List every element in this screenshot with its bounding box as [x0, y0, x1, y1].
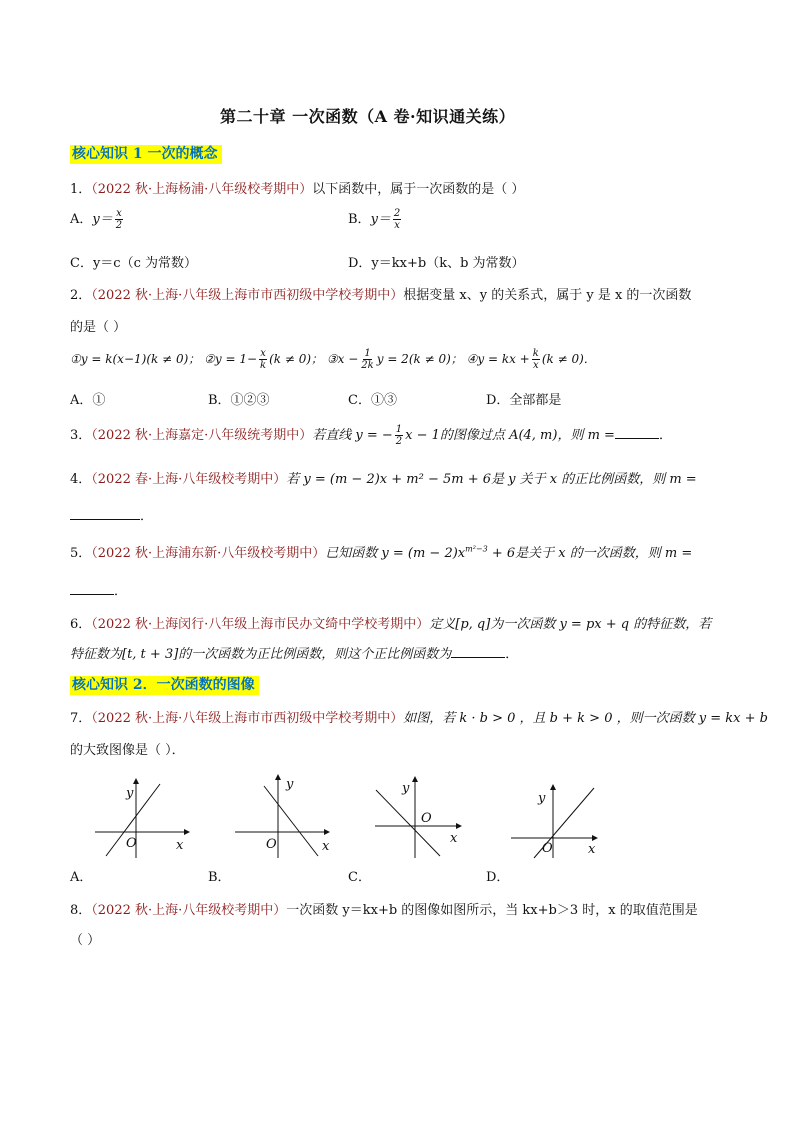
q3-num: 1 [395, 424, 403, 435]
q2-formula-3-tail: y = 2(k ≠ 0)； [376, 352, 463, 366]
question-5 [70, 542, 692, 561]
q1-option-b-lhs: y＝ [370, 212, 391, 227]
y-axis-label: y [538, 791, 546, 806]
q7-graph-c [370, 770, 480, 860]
origin-label: O [542, 841, 553, 856]
q1-b-den: x [394, 220, 400, 231]
q5-text-tail: + 6是关于 x 的一次函数，则 m = [487, 546, 693, 561]
q2-text: 根据变量 x、y 的关系式，属于 y 是 x 的一次函数 [403, 288, 692, 303]
q7-label-c: C． [348, 870, 371, 885]
page-title: 第二十章 一次函数（A 卷·知识通关练） [220, 107, 516, 126]
x-axis-arrow [324, 829, 330, 835]
origin-label: O [421, 811, 432, 826]
q7-text: 如图，若 k · b > 0 ，且 b + k > 0 ，则一次函数 y = kx + b [403, 711, 768, 726]
y-axis-arrow [550, 784, 556, 790]
q8-number: 8． [70, 903, 92, 918]
q1-option-b-fraction [393, 208, 401, 231]
q7-text-line-2: 的大致图像是（ ）． [70, 743, 185, 758]
q2-formula-2-fraction [259, 348, 267, 371]
q2-option-a: A．① [70, 393, 106, 408]
y-axis-label: y [286, 777, 294, 792]
q3-number: 3． [70, 428, 92, 443]
q2-formulas [70, 348, 596, 371]
q2-f3-den: 2k [361, 360, 374, 371]
section-heading-2-text: 核心知识 2．一次函数的图像 [70, 676, 259, 695]
q6-text-line-2: 特征数为[t, t + 3]的一次函数为正比例函数，则这个正比例函数为 [70, 647, 452, 662]
q2-text-line-2: 的是（ ） [70, 320, 127, 335]
question-3 [70, 424, 672, 447]
q1-b-num: 2 [393, 208, 401, 219]
q1-option-b-label: B． [348, 212, 371, 227]
q7-label-a: A． [70, 870, 93, 885]
q3-answer-blank[interactable] [615, 424, 659, 439]
q4-answer-blank[interactable] [70, 505, 140, 520]
q2-option-b: B．①②③ [208, 393, 270, 408]
q4-text: 若 y = (m − 2)x + m² − 5m + 6是 y 关于 x 的正比例函数，则 m = [286, 472, 697, 487]
q7-graph-b [230, 770, 340, 860]
section-heading-1-text: 核心知识 1 一次的概念 [70, 145, 222, 164]
y-axis-label: y [402, 781, 410, 796]
question-1-stem [70, 178, 524, 197]
q2-formula-3-fraction [360, 348, 374, 371]
q4-end: ． [140, 509, 154, 524]
q2-f4-den: x [532, 360, 539, 371]
q2-number: 2． [70, 288, 92, 303]
q2-formula-1: ①y = k(x−1)(k ≠ 0)； [70, 352, 201, 366]
q3-text-tail: x − 1的图像过点 A(4, m)，则 m = [405, 428, 615, 443]
x-axis-arrow [184, 829, 190, 835]
q2-option-c: C．①③ [348, 393, 397, 408]
q2-option-d: D．全部都是 [486, 393, 562, 408]
q5-answer-blank[interactable] [70, 580, 114, 595]
q2-formula-2-lead: ②y = 1− [204, 352, 258, 366]
q1-a-num: x [116, 208, 122, 219]
q5-answer-line [70, 580, 127, 599]
q1-source: （2022 秋·上海杨浦·八年级校考期中） [91, 182, 313, 197]
q5-number: 5． [70, 546, 92, 561]
question-8 [70, 899, 698, 918]
q7-graph-d [506, 770, 616, 860]
q1-option-b [348, 208, 403, 231]
y-axis-arrow [133, 778, 139, 784]
q3-text-lead: 若直线 y = − [312, 428, 393, 443]
q2-formula-4-tail: (k ≠ 0)． [541, 352, 596, 366]
q1-option-a-lhs: y＝ [92, 212, 113, 227]
q2-f4-num: k [532, 348, 539, 359]
question-2-stem [70, 284, 691, 303]
q2-source: （2022 秋·上海·八年级上海市市西初级中学校考期中） [91, 288, 404, 303]
q4-answer-line [70, 505, 153, 524]
q1-a-den: 2 [115, 220, 123, 231]
q6-text: 定义[p, q]为一次函数 y = px + q 的特征数，若 [429, 617, 712, 632]
y-axis-arrow [412, 776, 418, 782]
q2-formula-4-fraction [532, 348, 540, 371]
x-axis-label: x [450, 831, 458, 846]
question-4 [70, 468, 697, 487]
section-heading-1 [70, 143, 222, 163]
q4-number: 4． [70, 472, 92, 487]
q7-number: 7． [70, 711, 92, 726]
q1-number: 1． [70, 182, 92, 197]
q8-source: （2022 秋·上海·八年级校考期中） [91, 903, 287, 918]
q2-formula-2-tail: (k ≠ 0)； [269, 352, 324, 366]
q4-source: （2022 春·上海·八年级校考期中） [91, 472, 287, 487]
question-7 [70, 707, 768, 726]
q1-text: 以下函数中，属于一次函数的是（ ） [312, 182, 525, 197]
q7-source: （2022 秋·上海·八年级上海市市西初级中学校考期中） [91, 711, 404, 726]
q5-end: ． [114, 584, 128, 599]
q3-end: ． [658, 428, 672, 443]
x-axis-label: x [322, 839, 330, 854]
x-axis-label: x [176, 838, 184, 853]
q6-line-2 [70, 643, 518, 662]
q2-formula-4-lead: ④y = kx + [466, 352, 530, 366]
x-axis-arrow [456, 823, 462, 829]
x-axis-arrow [592, 835, 598, 841]
q3-den: 2 [395, 436, 403, 447]
origin-label: O [126, 836, 137, 851]
y-axis-label: y [126, 786, 134, 801]
q7-graph-a [90, 770, 200, 860]
section-heading-2 [70, 674, 259, 694]
q5-exponent: m²−3 [465, 544, 488, 554]
q8-text: 一次函数 y＝kx+b 的图像如图所示，当 kx+b＞3 时，x 的取值范围是 [286, 903, 698, 918]
q2-f2-num: x [260, 348, 266, 359]
q7-label-b: B． [208, 870, 231, 885]
q5-text-lead: 已知函数 y = (m − 2)x [325, 546, 466, 561]
q2-f3-num: 1 [364, 348, 371, 359]
q5-source: （2022 秋·上海浦东新·八年级校考期中） [91, 546, 326, 561]
q6-source: （2022 秋·上海闵行·八年级上海市民办文绮中学校考期中） [91, 617, 430, 632]
q1-option-a-label: A． [70, 212, 93, 227]
q3-fraction [395, 424, 403, 447]
origin-label: O [266, 837, 277, 852]
q3-source: （2022 秋·上海嘉定·八年级统考期中） [91, 428, 313, 443]
q1-option-d: D．y＝kx+b（k、b 为常数） [348, 256, 525, 271]
q1-option-a [70, 208, 125, 231]
q2-f2-den: k [260, 360, 267, 371]
q1-option-a-fraction [115, 208, 123, 231]
question-6 [70, 613, 711, 632]
q7-label-d: D． [486, 870, 510, 885]
y-axis-arrow [275, 774, 281, 780]
q8-text-line-2: （ ） [70, 933, 101, 948]
q1-option-c: C．y＝c（c 为常数） [70, 256, 197, 271]
q6-end: ． [505, 647, 519, 662]
q6-answer-blank[interactable] [451, 643, 505, 658]
x-axis-label: x [588, 842, 596, 857]
q6-number: 6． [70, 617, 92, 632]
q2-formula-3-lead: ③x − [326, 352, 359, 366]
